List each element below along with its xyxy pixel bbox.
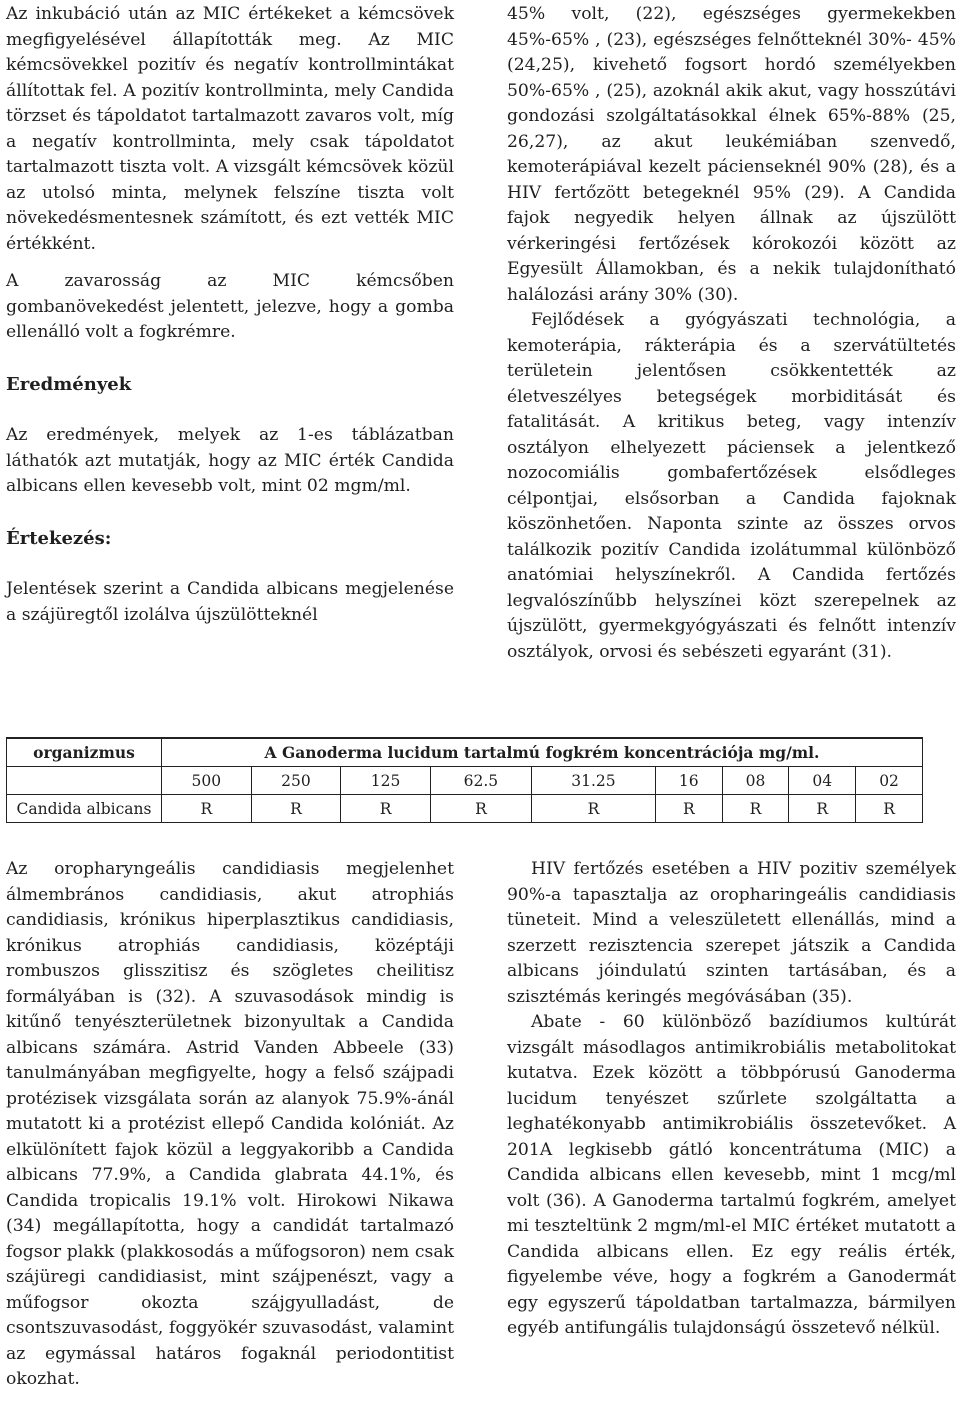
table-cell-concentration: 500 bbox=[162, 767, 252, 795]
paragraph: Fejlődések a gyógyászati technológia, a kemoterápia, rákterápia és a szervátültetés területein jelentősen csökkentették az életveszélyes betegségek morbiditását és fatalitását. A kritikus beteg, vagy intenzív osztályon elhelyezett páciensek a jelentkező nozocomiális gombafertőzések elsődleges célpontjai, elsősorban a Candida fajoknak köszönhetően. Naponta szinte az összes orvos találkozik pozitív Candida izolátummal különböző anatómiai helyszínekről. A Candida fertőzés legvalószínűbb helyszínei közt szerepelnek az újszülött, gyermekgyógyászati és felnőtt intenzív osztályok, orvosi és sebészeti egyaránt (31). bbox=[507, 310, 956, 662]
paragraph: Abate - 60 különböző bazídiumos kultúrát vizsgált másodlagos antimikrobiális metabolitokat kutatva. Ezek között a többpórusú Ganoderma lucidum tenyészet szűrlete szolgáltatta a leghatékonyabb antimikrobiális összetevőket. A 201A legkisebb gátló koncentrátuma (MIC) a Candida albicans ellen kevesebb, mint 1 mcg/ml volt (36). A Ganoderma tartalmú fogkrém, amelyet mi teszteltünk 2 mgm/ml-el MIC értéket mutatott a Candida albicans ellen. Ez egy reális érték, figyelembe véve, hogy a fogkrém a Ganodermát egy egyszerű tápoldatban tartalmazza, bármilyen egyéb antifungális tulajdonságú összetevő nélkül. bbox=[507, 1012, 956, 1338]
paragraph: Az inkubáció után az MIC értékeket a kémcsövek megfigyelésével állapították meg. Az MIC kémcsövekkel pozitív és negatív kontrollmintákat állítottak fel. A pozitív kontrollminta, mely Candida törzset és tápoldatot tartalmazott zavaros volt, míg a negatív kontrollminta, mely csak tápoldatot tartalmazott tiszta volt. A vizsgált kémcsövek közül az utolsó minta, melynek felszíne tiszta volt növekedésmentesnek számított, és ezt vették MIC értékként. bbox=[6, 4, 454, 254]
table-cell-result: R bbox=[251, 795, 341, 823]
table-cell-concentration: 250 bbox=[251, 767, 341, 795]
table-cell-result: R bbox=[162, 795, 252, 823]
table-cell-concentration: 125 bbox=[341, 767, 431, 795]
table-cell-organism: Candida albicans bbox=[7, 795, 162, 823]
table-cell-result: R bbox=[655, 795, 722, 823]
table-header-concentration: A Ganoderma lucidum tartalmú fogkrém koncentrációja mg/ml. bbox=[162, 738, 923, 767]
table-cell-result: R bbox=[531, 795, 655, 823]
section-heading-results: Eredmények bbox=[6, 373, 132, 395]
table-cell-concentration: 02 bbox=[856, 767, 923, 795]
table-cell-concentration: 08 bbox=[722, 767, 789, 795]
table-concentration-row bbox=[7, 767, 923, 795]
table-row bbox=[7, 795, 923, 823]
paragraph: Az eredmények, melyek az 1-es táblázatban láthatók azt mutatják, hogy az MIC érték Candida albicans ellen kevesebb volt, mint 02 mgm/ml. bbox=[6, 425, 454, 496]
table-cell-result: R bbox=[430, 795, 531, 823]
paragraph: A zavarosság az MIC kémcsőben gombanövekedést jelentett, jelezve, hogy a gomba ellenálló volt a fogkrémre. bbox=[6, 271, 454, 342]
paragraph: 45% volt, (22), egészséges gyermekekben 45%-65% , (23), egészséges felnőtteknél 30%- 45% (24,25), kivehető fogsort hordó személyekben 50%-65% , (25), azoknál akik akut, vagy hosszútávi gondozási szolgáltatásokkal élnek 65%-88% (25, 26,27), az akut leukémiában szenvedő, kemoterápiával kezelt pácienseknél 90% (28), és a HIV fertőzött betegeknél 95% (29). A Candida fajok negyedik helyen állnak az újszülött vérkeringési fertőzések kórokozói között az Egyesült Államokban, és a nekik tulajdonítható halálozási arány 30% (30). bbox=[507, 4, 956, 305]
table-header-organism: organizmus bbox=[7, 738, 162, 767]
table-cell-result: R bbox=[789, 795, 856, 823]
table-cell-empty bbox=[7, 767, 162, 795]
table-cell-result: R bbox=[722, 795, 789, 823]
paragraph: HIV fertőzés esetében a HIV pozitiv személyek 90%-a tapasztalja az oropharingeális candidiasis tüneteit. Mind a veleszületett ellenállás, mind a szerzett rezisztencia szerepet játszik a Candida albicans jóindulatú szinten tartásában, és a szisztémás keringés megóvásában (35). bbox=[507, 859, 956, 1007]
table-cell-result: R bbox=[856, 795, 923, 823]
table-cell-concentration: 04 bbox=[789, 767, 856, 795]
paragraph: Jelentések szerint a Candida albicans megjelenése a szájüregtől izolálva újszülötteknél bbox=[6, 579, 454, 625]
column-bottom-right bbox=[507, 857, 956, 1342]
mic-results-table bbox=[6, 737, 923, 823]
paragraph: Az oropharyngeális candidiasis megjelenhet álmembrános candidiasis, akut atrophiás candidiasis, krónikus hiperplasztikus candidiasis, krónikus atrophiás candidiasis, középtáji rombuszos glisszitisz és szögletes cheilitisz formályában is (32). A szuvasodások mindig is kitűnő tenyészterületnek bizonyultak a Candida albicans számára. Astrid Vanden Abbeele (33) tanulmányában megfigyelte, hogy a felső szájpadi protézisek vizsgálata során az alanyok 75.9%-ánál mutatott ki a protézist ellepő Candida kolóniát. Az elkülönített fajok közül a leggyakoribb a Candida albicans 77.9%, a Candida glabrata 44.1%, és Candida tropicalis 19.1% volt. Hirokowi Nikawa (34) megállapította, hogy a candidát tartalmazó fogsor plakk (plakkosodás a műfogsoron) nem csak szájüregi candidiasist, mint szájpenészt, vagy a műfogsor okozta szájgyulladást, de csontszuvasodást, foggyökér szuvasodást, valamint az egymással határos fogaknál periodontitist okozhat. bbox=[6, 859, 454, 1389]
table-cell-concentration: 62.5 bbox=[430, 767, 531, 795]
table-header-row bbox=[7, 738, 923, 767]
column-top-left bbox=[6, 2, 454, 628]
table-cell-concentration: 31.25 bbox=[531, 767, 655, 795]
column-bottom-left bbox=[6, 857, 454, 1393]
table-cell-concentration: 16 bbox=[655, 767, 722, 795]
section-heading-discussion: Értekezés: bbox=[6, 527, 112, 549]
table-cell-result: R bbox=[341, 795, 431, 823]
column-top-right bbox=[507, 2, 956, 665]
